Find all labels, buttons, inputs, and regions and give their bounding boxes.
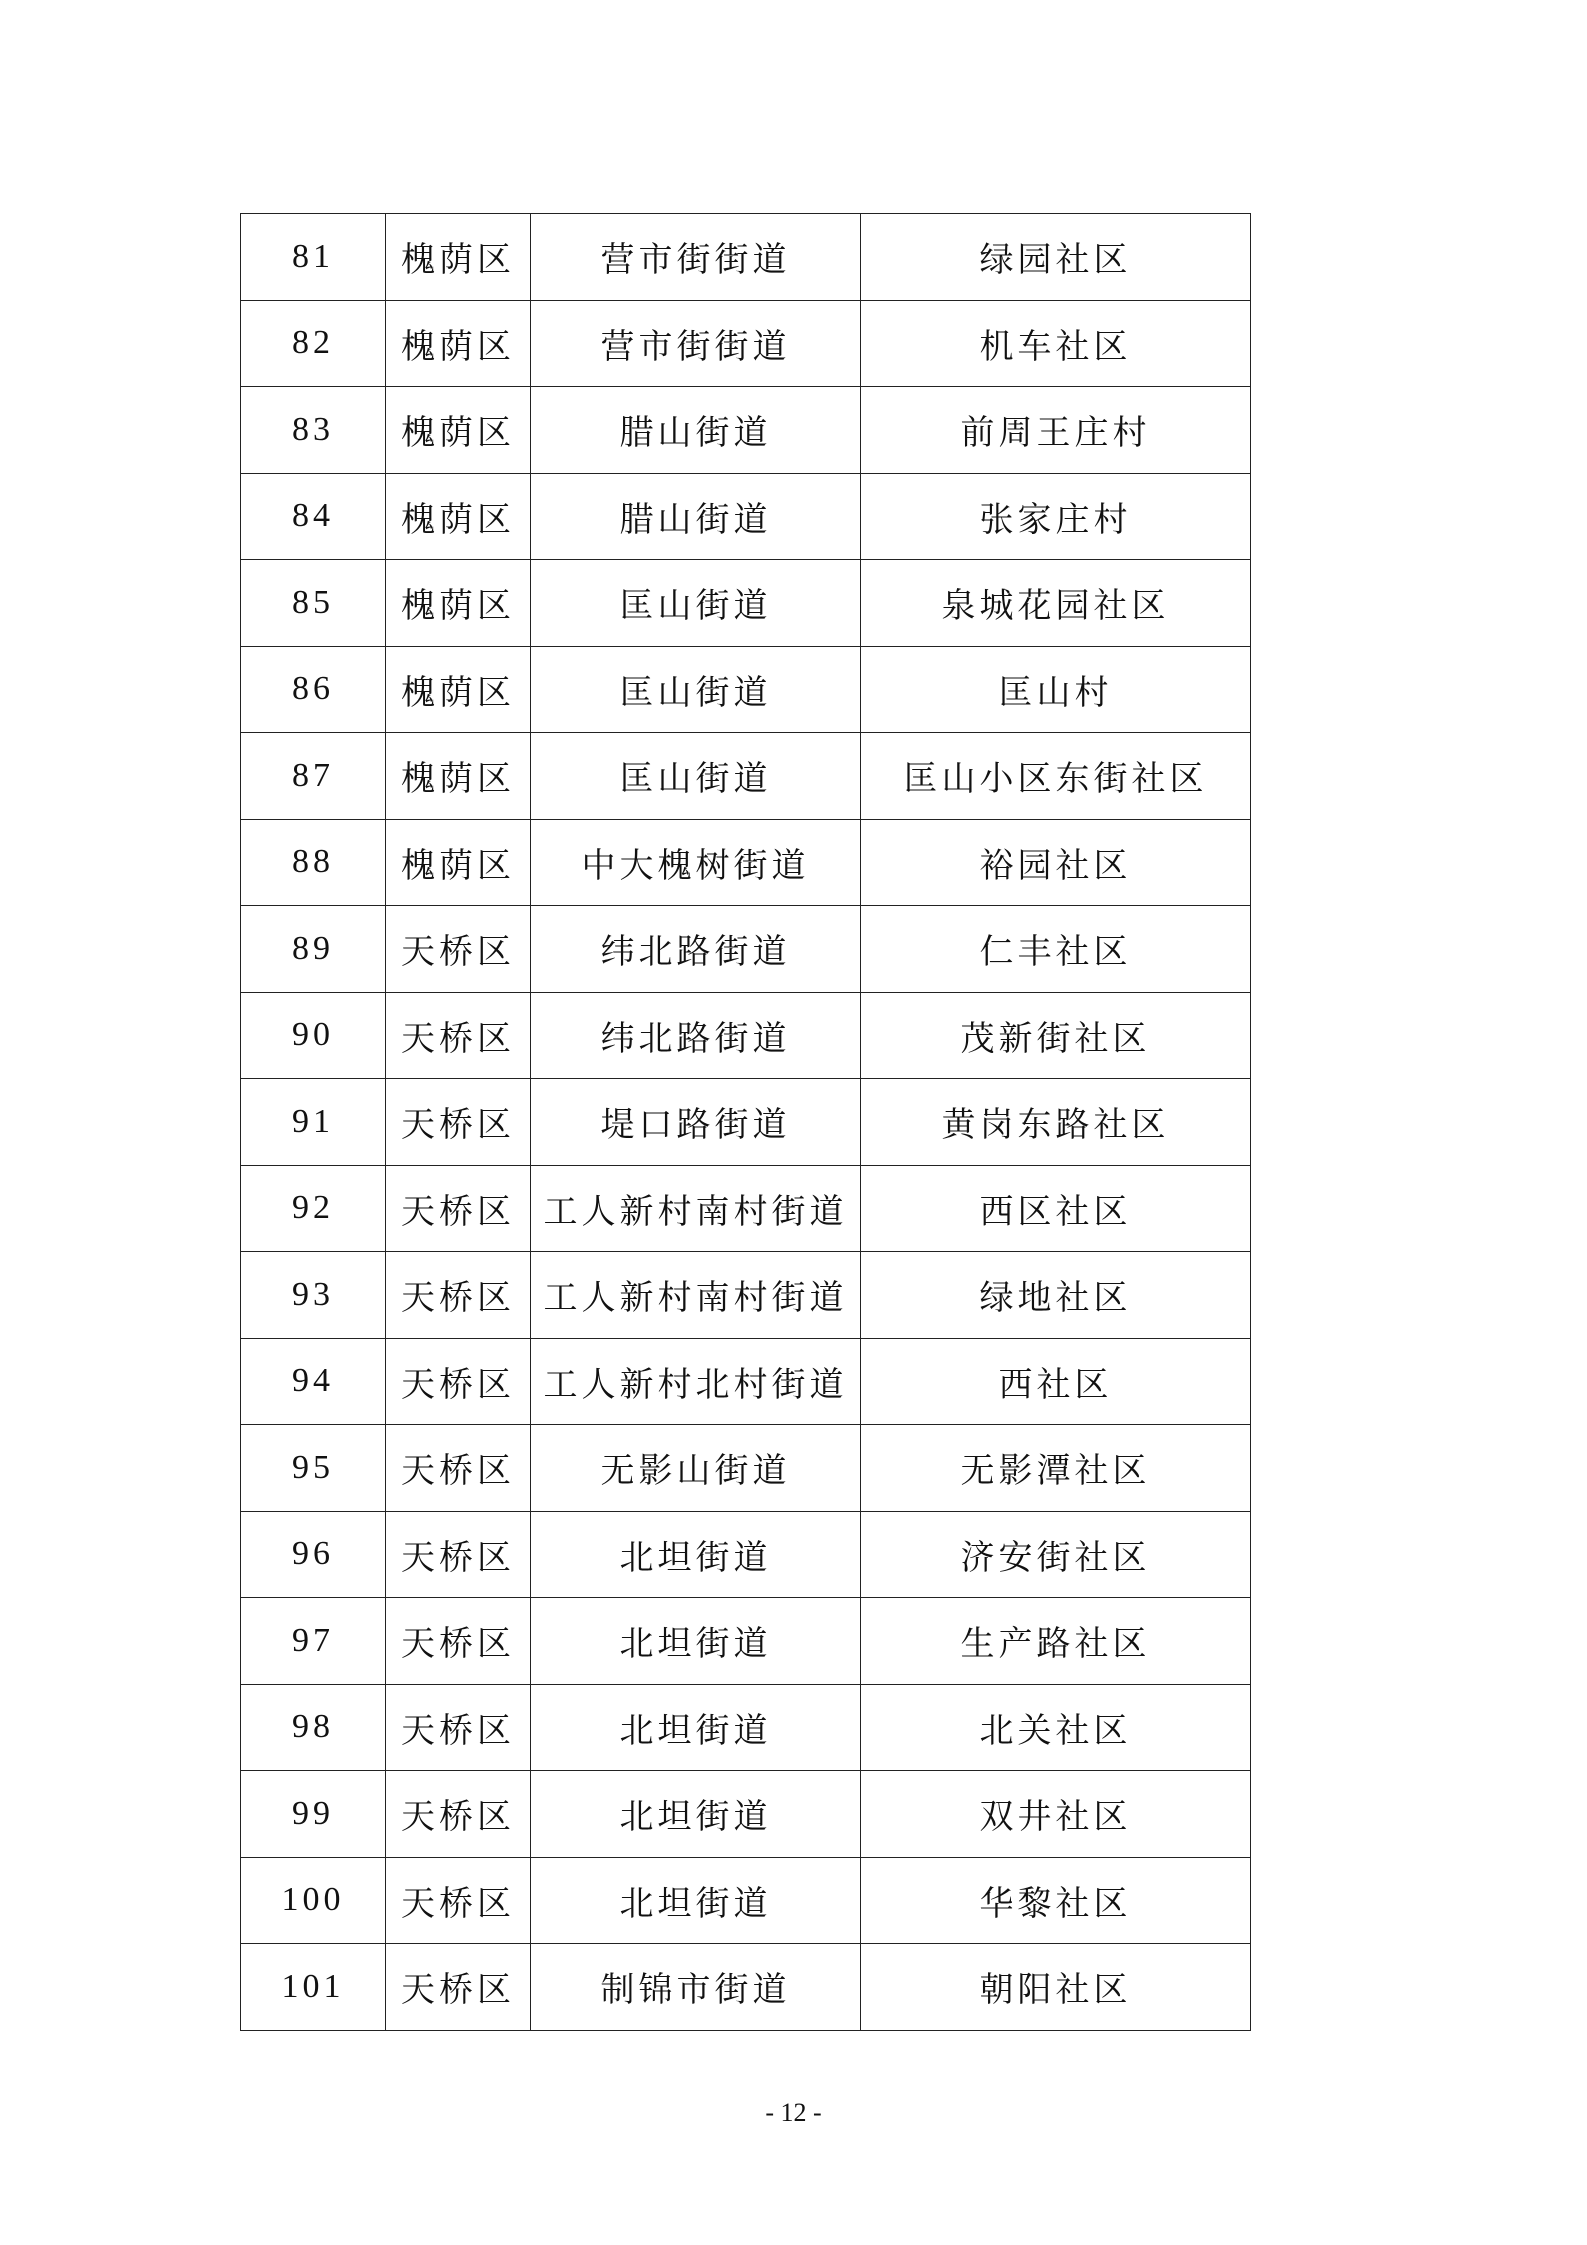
- table-row: [241, 214, 1251, 301]
- subdistrict-cell: 制锦市街道: [531, 1944, 861, 2031]
- subdistrict-cell: 北坦街道: [531, 1771, 861, 1858]
- community-cell: 茂新街社区: [861, 992, 1251, 1079]
- district-cell: 天桥区: [386, 906, 531, 993]
- subdistrict-cell: 北坦街道: [531, 1684, 861, 1771]
- community-cell: 黄岗东路社区: [861, 1079, 1251, 1166]
- community-cell: 仁丰社区: [861, 906, 1251, 993]
- community-cell: 绿地社区: [861, 1252, 1251, 1339]
- subdistrict-cell: 匡山街道: [531, 646, 861, 733]
- row-number: 94: [241, 1338, 386, 1425]
- community-cell: 西区社区: [861, 1165, 1251, 1252]
- district-cell: 槐荫区: [386, 819, 531, 906]
- community-cell: 双井社区: [861, 1771, 1251, 1858]
- row-number: 99: [241, 1771, 386, 1858]
- table-row: [241, 1252, 1251, 1339]
- row-number: 91: [241, 1079, 386, 1166]
- row-number: 83: [241, 387, 386, 474]
- row-number: 82: [241, 300, 386, 387]
- community-cell: 西社区: [861, 1338, 1251, 1425]
- subdistrict-cell: 匡山街道: [531, 560, 861, 647]
- subdistrict-cell: 纬北路街道: [531, 906, 861, 993]
- table-row: [241, 1338, 1251, 1425]
- table-row: [241, 1425, 1251, 1512]
- table-row: [241, 646, 1251, 733]
- row-number: 101: [241, 1944, 386, 2031]
- subdistrict-cell: 腊山街道: [531, 387, 861, 474]
- table-row: [241, 1684, 1251, 1771]
- table-row: [241, 733, 1251, 820]
- subdistrict-cell: 纬北路街道: [531, 992, 861, 1079]
- table-row: [241, 1511, 1251, 1598]
- district-cell: 天桥区: [386, 1684, 531, 1771]
- row-number: 95: [241, 1425, 386, 1512]
- table-row: [241, 1857, 1251, 1944]
- community-cell: 匡山小区东街社区: [861, 733, 1251, 820]
- community-cell: 前周王庄村: [861, 387, 1251, 474]
- district-cell: 槐荫区: [386, 387, 531, 474]
- subdistrict-cell: 匡山街道: [531, 733, 861, 820]
- community-cell: 张家庄村: [861, 473, 1251, 560]
- district-cell: 槐荫区: [386, 214, 531, 301]
- table-row: [241, 1944, 1251, 2031]
- district-cell: 天桥区: [386, 1511, 531, 1598]
- subdistrict-cell: 工人新村北村街道: [531, 1338, 861, 1425]
- community-cell: 泉城花园社区: [861, 560, 1251, 647]
- community-cell: 裕园社区: [861, 819, 1251, 906]
- community-table: [240, 213, 1251, 2031]
- table-row: [241, 473, 1251, 560]
- row-number: 86: [241, 646, 386, 733]
- subdistrict-cell: 中大槐树街道: [531, 819, 861, 906]
- subdistrict-cell: 营市街街道: [531, 300, 861, 387]
- subdistrict-cell: 北坦街道: [531, 1598, 861, 1685]
- district-cell: 天桥区: [386, 1165, 531, 1252]
- district-cell: 天桥区: [386, 1425, 531, 1512]
- subdistrict-cell: 腊山街道: [531, 473, 861, 560]
- community-cell: 绿园社区: [861, 214, 1251, 301]
- district-cell: 天桥区: [386, 1944, 531, 2031]
- community-cell: 朝阳社区: [861, 1944, 1251, 2031]
- community-cell: 济安街社区: [861, 1511, 1251, 1598]
- district-cell: 天桥区: [386, 992, 531, 1079]
- row-number: 98: [241, 1684, 386, 1771]
- table-row: [241, 1771, 1251, 1858]
- district-cell: 天桥区: [386, 1598, 531, 1685]
- district-cell: 天桥区: [386, 1338, 531, 1425]
- table-row: [241, 992, 1251, 1079]
- community-cell: 匡山村: [861, 646, 1251, 733]
- row-number: 85: [241, 560, 386, 647]
- table-row: [241, 1598, 1251, 1685]
- community-cell: 生产路社区: [861, 1598, 1251, 1685]
- community-cell: 机车社区: [861, 300, 1251, 387]
- row-number: 92: [241, 1165, 386, 1252]
- subdistrict-cell: 北坦街道: [531, 1857, 861, 1944]
- table-row: [241, 819, 1251, 906]
- district-cell: 槐荫区: [386, 560, 531, 647]
- table-row: [241, 560, 1251, 647]
- subdistrict-cell: 堤口路街道: [531, 1079, 861, 1166]
- table-row: [241, 1165, 1251, 1252]
- subdistrict-cell: 工人新村南村街道: [531, 1252, 861, 1339]
- subdistrict-cell: 无影山街道: [531, 1425, 861, 1512]
- table-body: [241, 214, 1251, 2031]
- table-row: [241, 906, 1251, 993]
- district-cell: 槐荫区: [386, 300, 531, 387]
- row-number: 100: [241, 1857, 386, 1944]
- table-row: [241, 1079, 1251, 1166]
- district-cell: 天桥区: [386, 1857, 531, 1944]
- subdistrict-cell: 北坦街道: [531, 1511, 861, 1598]
- table-row: [241, 300, 1251, 387]
- table-row: [241, 387, 1251, 474]
- row-number: 81: [241, 214, 386, 301]
- district-cell: 天桥区: [386, 1079, 531, 1166]
- row-number: 96: [241, 1511, 386, 1598]
- district-cell: 槐荫区: [386, 473, 531, 560]
- district-cell: 槐荫区: [386, 733, 531, 820]
- district-cell: 天桥区: [386, 1252, 531, 1339]
- community-cell: 无影潭社区: [861, 1425, 1251, 1512]
- district-cell: 天桥区: [386, 1771, 531, 1858]
- row-number: 88: [241, 819, 386, 906]
- community-cell: 北关社区: [861, 1684, 1251, 1771]
- row-number: 93: [241, 1252, 386, 1339]
- district-cell: 槐荫区: [386, 646, 531, 733]
- page-number: - 12 -: [765, 2098, 822, 2127]
- row-number: 90: [241, 992, 386, 1079]
- subdistrict-cell: 工人新村南村街道: [531, 1165, 861, 1252]
- row-number: 84: [241, 473, 386, 560]
- row-number: 87: [241, 733, 386, 820]
- subdistrict-cell: 营市街街道: [531, 214, 861, 301]
- row-number: 89: [241, 906, 386, 993]
- community-cell: 华黎社区: [861, 1857, 1251, 1944]
- row-number: 97: [241, 1598, 386, 1685]
